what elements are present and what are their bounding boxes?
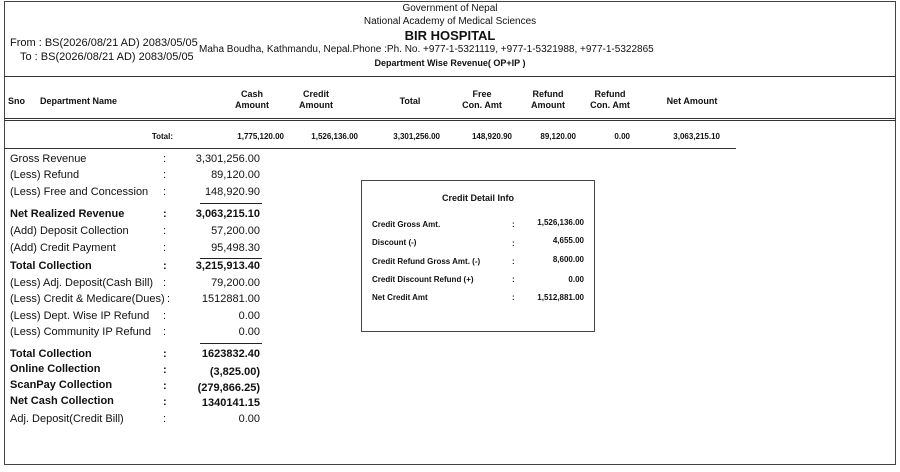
summary-colon: : xyxy=(163,413,167,425)
summary-label: (Add) Deposit Collection xyxy=(10,225,129,237)
summary-colon: : xyxy=(163,380,167,392)
summary-label: (Add) Credit Payment xyxy=(10,242,116,254)
totals-refund: 89,120.00 xyxy=(540,132,576,141)
col-refund-con: Refund Con. Amt xyxy=(590,89,630,110)
summary-value: 0.00 xyxy=(238,310,260,322)
credit-detail-colon: : xyxy=(512,257,515,266)
summary-colon: : xyxy=(163,277,167,289)
credit-detail-label: Credit Discount Refund (+) xyxy=(372,275,474,284)
summary-value: (279,866.25) xyxy=(197,382,260,394)
summary-label: (Less) Dept. Wise IP Refund xyxy=(10,310,150,322)
col-refund: Refund Amount xyxy=(531,89,565,110)
summary-colon: : xyxy=(163,225,167,237)
summary-value: 3,215,913.40 xyxy=(195,260,260,272)
gov-title: Government of Nepal xyxy=(402,3,498,14)
credit-detail-colon: : xyxy=(512,220,515,229)
header-divider-mid2 xyxy=(4,120,896,121)
col-free-con: Free Con. Amt xyxy=(462,89,502,110)
totals-net: 3,063,215.10 xyxy=(673,132,720,141)
totals-total: 3,301,256.00 xyxy=(393,132,440,141)
col-credit: Credit Amount xyxy=(299,89,333,110)
hospital-address: Maha Boudha, Kathmandu, Nepal.Phone :Ph. No. +977-1-5321119, +977-1-5321988, +977-1-5322865 xyxy=(199,44,654,55)
summary-value: 0.00 xyxy=(238,413,260,425)
summary-value: 1623832.40 xyxy=(201,348,260,360)
summary-label: (Less) Credit & Medicare(Dues) xyxy=(10,293,165,305)
totals-refund-con: 0.00 xyxy=(614,132,630,141)
col-net-amount: Net Amount xyxy=(666,96,718,106)
summary-value: 95,498.30 xyxy=(211,242,260,254)
summary-label: ScanPay Collection xyxy=(10,379,113,391)
summary-label: Net Cash Collection xyxy=(10,395,114,407)
summary-label: (Less) Refund xyxy=(10,169,80,181)
report-title: Department Wise Revenue( OP+IP ) xyxy=(374,58,526,68)
credit-detail-value: 8,600.00 xyxy=(552,255,584,264)
summary-value: 0.00 xyxy=(238,326,260,338)
summary-value: 57,200.00 xyxy=(211,225,260,237)
credit-detail-label: Net Credit Amt xyxy=(372,293,428,302)
summary-value: (3,825.00) xyxy=(209,366,260,378)
summary-colon: : xyxy=(163,310,167,322)
summary-value: 3,301,256.00 xyxy=(195,153,260,165)
academy-title: National Academy of Medical Sciences xyxy=(363,16,537,27)
summary-underline xyxy=(200,343,262,344)
credit-detail-label: Discount (-) xyxy=(372,238,417,247)
summary-colon: : xyxy=(163,242,167,254)
summary-label: Total Collection xyxy=(10,260,92,272)
summary-label: Net Realized Revenue xyxy=(10,208,125,220)
credit-detail-value: 0.00 xyxy=(568,275,584,284)
summary-underline xyxy=(200,203,262,204)
summary-label: Total Collection xyxy=(10,348,92,360)
summary-value: 1512881.00 xyxy=(201,293,260,305)
date-from: From : BS(2026/08/21 AD) 2083/05/05 xyxy=(10,37,198,49)
col-sno: Sno xyxy=(8,96,25,106)
hospital-name: BIR HOSPITAL xyxy=(404,28,496,43)
summary-colon: : xyxy=(163,396,167,408)
summary-label: Online Collection xyxy=(10,363,101,375)
date-to: To : BS(2026/08/21 AD) 2083/05/05 xyxy=(20,51,194,63)
totals-divider xyxy=(4,148,736,149)
credit-detail-label: Credit Gross Amt. xyxy=(372,220,441,229)
summary-colon: : xyxy=(167,293,171,305)
summary-value: 89,120.00 xyxy=(211,169,260,181)
summary-label: (Less) Adj. Deposit(Cash Bill) xyxy=(10,277,154,289)
header-divider-top xyxy=(4,76,896,77)
credit-detail-colon: : xyxy=(512,293,515,302)
summary-value: 1340141.15 xyxy=(201,397,260,409)
summary-label: (Less) Community IP Refund xyxy=(10,326,152,338)
credit-detail-value: 4,655.00 xyxy=(552,236,584,245)
summary-value: 79,200.00 xyxy=(211,277,260,289)
summary-colon: : xyxy=(163,364,167,376)
col-cash: Cash Amount xyxy=(235,89,269,110)
credit-detail-value: 1,526,136.00 xyxy=(537,218,584,227)
credit-detail-title: Credit Detail Info xyxy=(441,193,514,203)
col-department: Department Name xyxy=(40,96,118,106)
totals-cash: 1,775,120.00 xyxy=(237,132,284,141)
summary-value: 148,920.90 xyxy=(204,186,260,198)
credit-detail-colon: : xyxy=(512,275,515,284)
summary-colon: : xyxy=(163,169,167,181)
summary-label: Gross Revenue xyxy=(10,153,87,165)
summary-underline xyxy=(200,258,262,259)
summary-value: 3,063,215.10 xyxy=(195,208,260,220)
credit-detail-value: 1,512,881.00 xyxy=(537,293,584,302)
totals-free: 148,920.90 xyxy=(471,132,512,141)
col-total: Total xyxy=(399,96,421,106)
summary-label: Adj. Deposit(Credit Bill) xyxy=(10,413,124,425)
summary-colon: : xyxy=(163,326,167,338)
summary-colon: : xyxy=(163,208,167,220)
summary-colon: : xyxy=(163,348,167,360)
credit-detail-colon: : xyxy=(512,239,515,248)
totals-credit: 1,526,136.00 xyxy=(311,132,358,141)
summary-label: (Less) Free and Concession xyxy=(10,186,149,198)
summary-colon: : xyxy=(163,186,167,198)
credit-detail-box xyxy=(361,180,595,332)
summary-colon: : xyxy=(163,260,167,272)
summary-colon: : xyxy=(163,153,167,165)
header-divider-mid xyxy=(4,118,896,119)
totals-label: Total: xyxy=(151,132,173,141)
credit-detail-label: Credit Refund Gross Amt. (-) xyxy=(372,257,481,266)
